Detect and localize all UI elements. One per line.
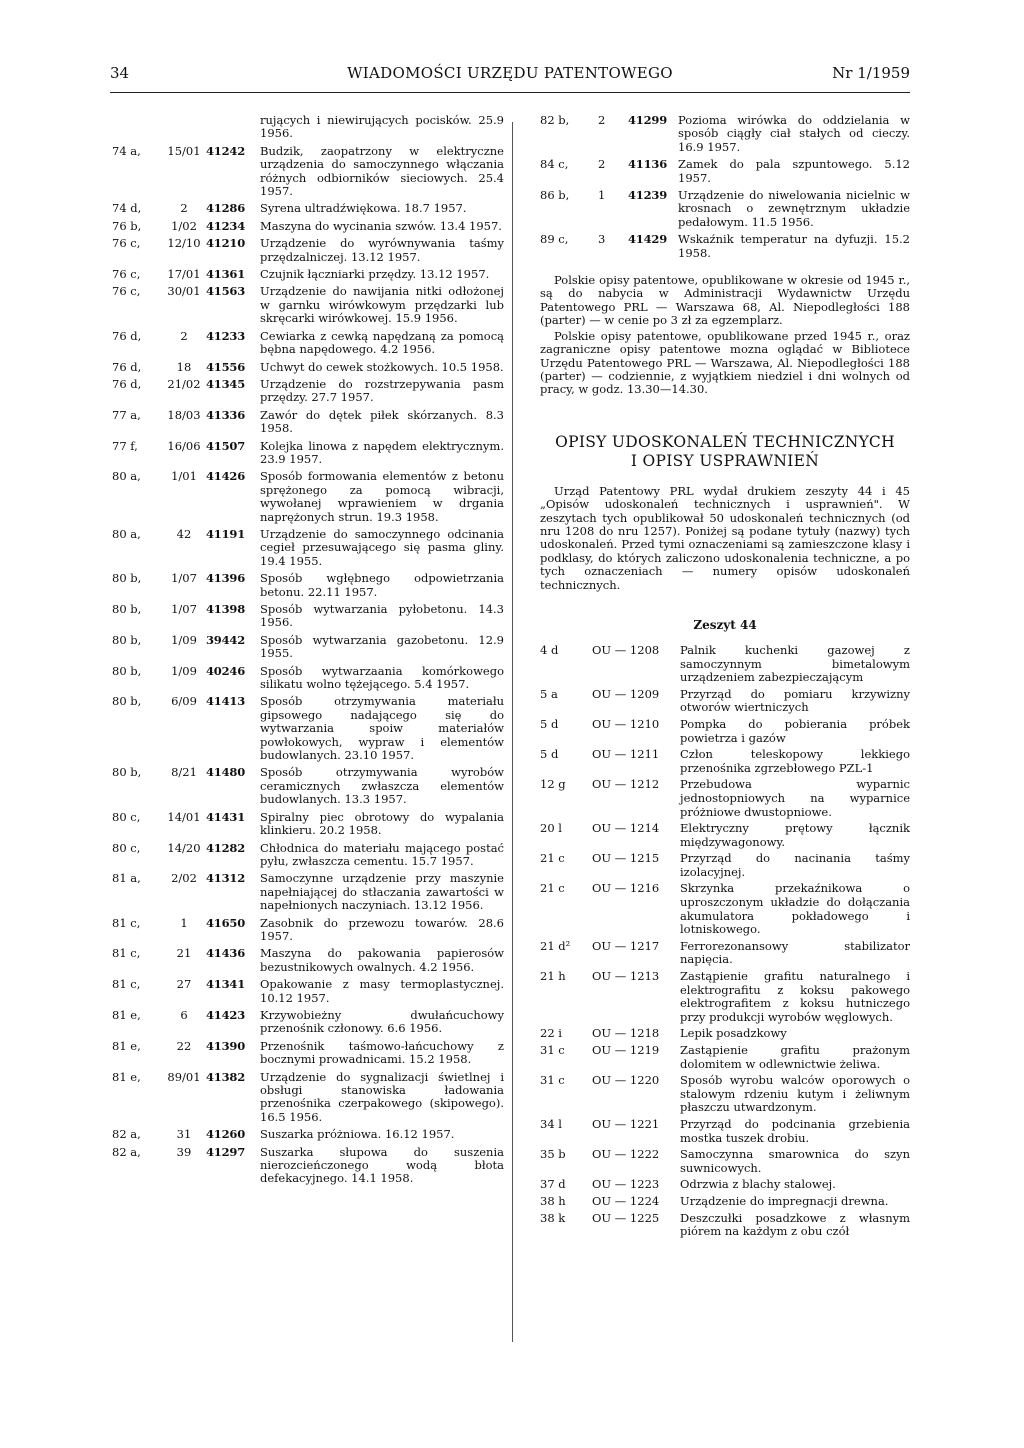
patent-number: 41345 [206, 376, 246, 391]
patent-class: 81 e, [112, 1007, 141, 1022]
ou-entry [540, 822, 910, 849]
patent-entry [112, 1009, 504, 1036]
patent-class: 81 a, [112, 871, 141, 886]
patent-class: 76 c, [112, 236, 141, 251]
patent-group: 2 [180, 201, 188, 216]
patent-entry [112, 634, 504, 661]
patent-title: Zawór do dętek piłek skórzanych. 8.3 1958. [260, 407, 504, 436]
patent-number: 41282 [206, 840, 246, 855]
patent-title: Sposób otrzymywania wyrobów ceramicznych zwłaszcza elementów budowlanych. 13.3 1957. [260, 765, 504, 807]
patent-group: 22 [176, 1038, 192, 1053]
patent-title: Pozioma wirówka do oddzielania w sposób ciągły ciał stałych od cieczy. 16.9 1957. [678, 113, 910, 154]
patent-entry [112, 947, 504, 974]
ou-entry [540, 1074, 910, 1115]
patent-group: 1 [180, 915, 188, 930]
patent-group: 21 [176, 946, 192, 961]
patent-entry [112, 285, 504, 325]
patent-class: 82 a, [112, 1144, 141, 1159]
patent-entry [112, 1146, 504, 1186]
ou-class: 4 d [540, 642, 559, 657]
patent-title: Sposób wytwarzaania komórkowego silikatu wolno tężejącego. 5.4 1957. [260, 663, 504, 692]
patent-number: 41413 [206, 694, 246, 709]
info-block [540, 274, 910, 397]
ou-class: 5 d [540, 716, 559, 731]
ou-class: 38 h [540, 1193, 566, 1208]
ou-entry [540, 644, 910, 685]
ou-number: OU — 1219 [592, 1043, 660, 1057]
ou-class: 5 a [540, 686, 558, 701]
ou-class: 31 c [540, 1043, 565, 1057]
ou-title: Urządzenie do impregnacji drewna. [680, 1193, 889, 1208]
patent-number: 41233 [206, 328, 246, 343]
patent-class: 74 a, [112, 143, 141, 158]
patent-title: Krzywobieżny dwułańcuchowy przenośnik członowy. 6.6 1956. [260, 1007, 504, 1036]
patent-group: 6 [180, 1007, 188, 1022]
patent-group: 14/20 [167, 840, 201, 855]
patent-class: 81 c, [112, 946, 141, 961]
patent-title: Zasobnik do przewozu towarów. 28.6 1957. [260, 915, 504, 943]
ou-title: Lepik posadzkowy [680, 1026, 787, 1041]
ou-class: 34 l [540, 1116, 562, 1131]
patent-entry [112, 114, 504, 141]
patent-entry [112, 440, 504, 467]
ou-class: 21 c [540, 851, 565, 866]
ou-title: Pompka do pobierania próbek powietrza i gazów [680, 716, 910, 745]
patent-group: 18 [176, 359, 192, 374]
patent-entry [112, 528, 504, 568]
patent-class: 81 e, [112, 1038, 141, 1053]
patent-group: 6/09 [171, 694, 197, 709]
ou-number: OU — 1208 [592, 642, 660, 657]
patent-entry [540, 158, 910, 185]
patent-class: 80 b, [112, 602, 142, 616]
patent-class: 89 c, [540, 232, 569, 247]
patent-title: Urządzenie do samoczynnego odcinania cegieł przesuwającego się pasma gliny. 19.4 1955. [260, 526, 504, 568]
patent-class: 82 a, [112, 1127, 141, 1142]
ou-class: 21 c [540, 881, 565, 896]
ou-class: 37 d [540, 1177, 566, 1192]
ou-number: OU — 1209 [592, 686, 660, 701]
ou-entry [540, 688, 910, 715]
patent-title: Samoczynne urządzenie przy maszynie napełniającej do stłaczania zawartości w napełnionych naczyniach. 13.12 1956. [260, 871, 504, 913]
patent-title: Chłodnica do materiału mającego postać pyłu, zwłaszcza cementu. 15.7 1957. [260, 840, 504, 868]
ou-entry [540, 970, 910, 1024]
patent-class: 76 d, [112, 328, 142, 343]
ou-entry [540, 1212, 910, 1239]
ou-title: Przyrząd do nacinania taśmy izolacyjnej. [680, 851, 910, 879]
ou-title: Deszczułki posadzkowe z własnym piórem na każdym z obu czół [680, 1210, 910, 1239]
ou-list [540, 644, 910, 1239]
patent-number: 41431 [206, 809, 246, 824]
ou-class: 21 h [540, 969, 566, 984]
issue-number: Nr 1/1959 [832, 64, 910, 82]
patent-group: 2/02 [171, 871, 197, 886]
ou-number: OU — 1220 [592, 1073, 660, 1088]
patent-title: Zamek do pala szpuntowego. 5.12 1957. [678, 157, 910, 185]
patent-class: 82 b, [540, 113, 570, 127]
patent-title: Sposób wgłębnego odpowietrzania betonu. 22.11 1957. [260, 571, 504, 599]
ou-entry [540, 882, 910, 936]
patent-title: Sposób wytwarzania gazobetonu. 12.9 1955. [260, 632, 504, 661]
ou-title: Odrzwia z blachy stalowej. [680, 1177, 836, 1192]
patent-entry [112, 237, 504, 264]
patent-number: 41136 [628, 157, 668, 172]
patent-class: 80 b, [112, 765, 142, 780]
patent-group: 2 [598, 113, 606, 127]
patent-number: 41429 [628, 232, 668, 247]
patent-title: Cewiarka z cewką napędzaną za pomocą bębna napędowego. 4.2 1956. [260, 328, 504, 357]
patent-title: Kolejka linowa z napędem elektrycznym. 23.9 1957. [260, 438, 504, 466]
patent-group: 21/02 [167, 376, 201, 391]
patent-title: Spiralny piec obrotowy do wypalania klinkieru. 20.2 1958. [260, 809, 504, 838]
ou-number: OU — 1218 [592, 1026, 660, 1041]
patent-number: 41507 [206, 438, 246, 453]
patent-title: Opakowanie z masy termoplastycznej. 10.12 1957. [260, 977, 504, 1005]
patent-group [162, 114, 206, 141]
patent-group: 27 [176, 977, 192, 992]
patent-group: 2 [180, 328, 188, 343]
ou-title: Zastąpienie grafitu prażonym dolomitem w odlewnictwie żeliwa. [680, 1043, 910, 1071]
patent-entry [112, 470, 504, 524]
ou-number: OU — 1215 [592, 851, 660, 866]
ou-entry [540, 748, 910, 775]
patent-class: 80 a, [112, 469, 141, 484]
ou-title: Człon teleskopowy lekkiego przenośnika zgrzebłowego PZL-1 [680, 747, 910, 775]
patent-number: 41239 [628, 188, 668, 203]
patent-number: 41210 [206, 236, 246, 251]
patent-title: Suszarka próżniowa. 16.12 1957. [260, 1127, 455, 1142]
patent-number: 41242 [206, 143, 246, 158]
patent-number [206, 114, 260, 141]
patent-title: Sposób formowania elementów z betonu sprężonego za pomocą wibracji, wywołanej wprawieniem w drgania naprężonych strun. 19.3 1958. [260, 469, 504, 524]
patent-entry [112, 202, 504, 215]
ou-number: OU — 1216 [592, 881, 660, 896]
patent-title: Uchwyt do cewek stożkowych. 10.5 1958. [260, 359, 504, 374]
ou-title: Sposób wyrobu walców oporowych o stalowym rdzeniu kutym i żeliwnym płaszczu utwardzonym. [680, 1073, 910, 1115]
ou-entry [540, 1118, 910, 1145]
patent-title: Czujnik łączniarki przędzy. 13.12 1957. [260, 267, 490, 282]
ou-class: 31 c [540, 1073, 565, 1088]
right-column [540, 114, 910, 1242]
patent-class: 77 a, [112, 407, 141, 422]
ou-title: Samoczynna smarownica do szyn suwnicowych. [680, 1147, 910, 1175]
ou-number: OU — 1213 [592, 969, 660, 984]
patent-entry [112, 220, 504, 233]
info-paragraph: Polskie opisy patentowe, opublikowane w okresie od 1945 r., są do nabycia w Administracji Wydawnictw Urzędu Patentowego PRL — Warszawa 68, Al. Niepodległości 188 (parter) — w cenie po 3 zł za egzemplarz. [540, 273, 910, 328]
patent-group: 1/09 [171, 632, 197, 647]
patent-entry [112, 978, 504, 1005]
patent-number: 39442 [206, 632, 246, 647]
ou-number: OU — 1223 [592, 1177, 660, 1192]
ou-title: Przyrząd do pomiaru krzywizny otworów wiertniczych [680, 686, 910, 715]
patent-number: 41650 [206, 915, 246, 930]
ou-class: 35 b [540, 1147, 566, 1162]
header-rule [110, 92, 910, 93]
patent-group: 89/01 [167, 1069, 201, 1084]
patent-number: 41297 [206, 1144, 246, 1159]
patent-title: Urządzenie do wyrównywania taśmy przędzalniczej. 13.12 1957. [260, 236, 504, 264]
patent-entry [112, 842, 504, 869]
patent-group: 30/01 [167, 284, 201, 299]
patent-class: 76 c, [112, 284, 141, 299]
ou-class: 12 g [540, 777, 566, 792]
ou-entry [540, 1178, 910, 1192]
patent-class [112, 114, 162, 141]
patent-class: 80 c, [112, 840, 141, 855]
patent-title: Sposób wytwarzania pyłobetonu. 14.3 1956. [260, 602, 504, 630]
patent-entry [112, 766, 504, 806]
ou-entry [540, 1027, 910, 1041]
patent-number: 41556 [206, 359, 246, 374]
ou-title: Zastąpienie grafitu naturalnego i elektrografitu z koksu pakowego elektrografitem z koksu hutniczego przy produkcji wyrobów węglowych. [680, 969, 910, 1024]
ou-class: 22 i [540, 1026, 562, 1041]
ou-title: Ferrorezonansowy stabilizator napięcia. [680, 938, 910, 967]
patent-number: 41398 [206, 602, 246, 616]
patent-title: Suszarka słupowa do suszenia nierozcieńczonego wodą błota defekacyjnego. 14.1 1958. [260, 1144, 504, 1186]
patent-number: 41423 [206, 1007, 246, 1022]
patent-number: 41312 [206, 871, 246, 886]
patent-title: Urządzenie do niwelowania nicielnic w krosnach o zewnętrznym układzie pedałowym. 11.5 1956. [678, 188, 910, 229]
patent-entry [112, 409, 504, 436]
info-paragraph: Polskie opisy patentowe, opublikowane przed 1945 r., oraz zagraniczne opisy patentowe mozna oglądać w Bibliotece Urzędu Patentowego PRL — Warszawa, Al. Niepodległości 188 (parter) — codziennie, z wyjątkiem niedziel i dni wolnych od pracy, w godz. 13.30—14.30. [540, 328, 910, 397]
patent-class: 80 b, [112, 663, 142, 678]
patent-entry [112, 1071, 504, 1125]
patent-group: 1/09 [171, 663, 197, 678]
ou-class: 21 d² [540, 938, 571, 953]
ou-number: OU — 1222 [592, 1147, 660, 1162]
patent-class: 81 c, [112, 977, 141, 992]
patent-number: 40246 [206, 663, 246, 678]
patent-number: 41426 [206, 469, 246, 484]
patent-class: 81 c, [112, 915, 141, 930]
patent-number: 41382 [206, 1069, 246, 1084]
patent-entry [112, 1128, 504, 1141]
patent-entry [112, 572, 504, 599]
patent-entry [112, 1040, 504, 1067]
patent-class: 80 b, [112, 571, 142, 586]
patent-entry [112, 603, 504, 630]
patent-entry [112, 330, 504, 357]
patent-number: 41299 [628, 113, 668, 127]
patent-class: 76 d, [112, 359, 142, 374]
ou-number: OU — 1214 [592, 821, 660, 836]
zeszyt-heading: Zeszyt 44 [693, 617, 757, 632]
patent-group: 8/21 [171, 765, 197, 780]
patent-group: 15/01 [167, 143, 201, 158]
ou-number: OU — 1210 [592, 716, 660, 731]
ou-entry [540, 1044, 910, 1071]
patent-number: 41361 [206, 267, 246, 282]
ou-entry [540, 940, 910, 967]
patent-title: Sposób otrzymywania materiału gipsowego nadającego się do wytwarzania spoiw materiałów powłokowych, wypraw i elementów budowlanych. 23.10 1957. [260, 694, 504, 763]
ou-number: OU — 1212 [592, 777, 660, 792]
patent-class: 80 c, [112, 809, 141, 824]
patent-group: 18/03 [167, 407, 201, 422]
patent-title: rujących i niewirujących pocisków. 25.9 1956. [260, 113, 504, 141]
ou-entry [540, 1195, 910, 1209]
patent-group: 1/07 [171, 602, 197, 616]
patent-class: 77 f, [112, 438, 138, 453]
patent-title: Maszyna do pakowania papierosów bezustnikowych owalnych. 4.2 1956. [260, 946, 504, 974]
ou-entry [540, 718, 910, 745]
patent-entry [112, 917, 504, 944]
section-title [540, 433, 910, 471]
patent-entry [112, 695, 504, 762]
patent-number: 41234 [206, 218, 246, 233]
patent-number: 41191 [206, 526, 246, 541]
patent-group: 1/02 [171, 218, 197, 233]
ou-entry [540, 852, 910, 879]
patent-class: 80 b, [112, 632, 142, 647]
patent-class: 80 b, [112, 694, 142, 709]
patent-entry [112, 361, 504, 374]
patent-entry [112, 145, 504, 199]
patent-class: 84 c, [540, 157, 569, 172]
patent-title: Maszyna do wycinania szwów. 13.4 1957. [260, 218, 502, 233]
patent-title: Urządzenie do nawijania nitki odłożonej w garnku wirówkowym przędzarki lub skręcarki wirówkowej. 15.9 1956. [260, 284, 504, 326]
patent-number: 41390 [206, 1038, 246, 1053]
patent-entry [112, 268, 504, 281]
patent-group: 42 [176, 526, 192, 541]
patent-group: 1/07 [171, 571, 197, 586]
section-title-line: OPISY UDOSKONALEŃ TECHNICZNYCH [555, 432, 895, 451]
page-header [110, 64, 910, 88]
patent-number: 41480 [206, 765, 246, 780]
patent-class: 80 a, [112, 526, 141, 541]
patent-group: 14/01 [167, 809, 201, 824]
patent-title: Budzik, zaopatrzony w elektryczne urządzenia do samoczynnego włączania różnych odbiorników sieciowych. 25.4 1957. [260, 143, 504, 199]
patent-group: 2 [598, 157, 606, 172]
patent-group: 39 [176, 1144, 192, 1159]
ou-number: OU — 1211 [592, 747, 660, 762]
patent-class: 81 e, [112, 1069, 141, 1084]
ou-entry [540, 778, 910, 819]
ou-title: Przyrząd do podcinania grzebienia mostka tuszek drobiu. [680, 1116, 910, 1145]
ou-class: 20 l [540, 821, 562, 836]
ou-entry [540, 1148, 910, 1175]
patent-number: 41336 [206, 407, 246, 422]
patent-title: Urządzenie do rozstrzepywania pasm przędzy. 27.7 1957. [260, 376, 504, 405]
patent-group: 12/10 [167, 236, 201, 251]
ou-title: Palnik kuchenki gazowej z samoczynnym bimetalowym urządzeniem zabezpieczającym [680, 642, 910, 685]
patent-class: 76 d, [112, 376, 142, 391]
patent-number: 41396 [206, 571, 246, 586]
section-intro: Urząd Patentowy PRL wydał drukiem zeszyty 44 i 45 „Opisów udoskonaleń technicznych i usprawnień". W zeszytach tych opublikował 50 udoskonaleń technicznych (od nru 1208 do nru 1257). Poniżej są podane tytuły (nazwy) tych udoskonaleń. Przed tymi oznaczeniami są zamieszczone klasy i podklasy, do których zaliczono udoskonalenia techniczne, a po tych oznaczeniach — numery opisów udoskonaleń technicznych. [540, 483, 910, 592]
ou-number: OU — 1221 [592, 1116, 660, 1131]
ou-number: OU — 1225 [592, 1210, 660, 1225]
patent-class: 74 d, [112, 201, 142, 216]
patent-number: 41341 [206, 977, 246, 992]
patent-entry [540, 114, 910, 154]
journal-title: WIADOMOŚCI URZĘDU PATENTOWEGO [347, 64, 673, 82]
patent-entry [112, 811, 504, 838]
patent-class: 76 c, [112, 267, 141, 282]
patent-number: 41436 [206, 946, 246, 961]
patent-group: 3 [598, 232, 606, 247]
patent-group: 1 [598, 188, 606, 203]
ou-title: Przebudowa wyparnic jednostopniowych na wyparnice próżniowe dwustopniowe. [680, 777, 910, 819]
page-number: 34 [110, 64, 130, 82]
patent-class: 86 b, [540, 188, 570, 203]
patent-entry [112, 872, 504, 912]
patent-number: 41286 [206, 201, 246, 216]
patent-number: 41260 [206, 1127, 246, 1142]
ou-title: Skrzynka przekaźnikowa o uproszczonym układzie do dołączania akumulatora pokładowego i lotniskowego. [680, 881, 910, 937]
patent-list-continued [540, 114, 910, 260]
patent-number: 41563 [206, 284, 246, 299]
column-divider [512, 122, 513, 1342]
ou-number: OU — 1217 [592, 938, 660, 953]
ou-title: Elektryczny prętowy łącznik międzywagonowy. [680, 821, 910, 849]
patent-title: Urządzenie do sygnalizacji świetlnej i obsługi stanowiska ładowania przenośnika czerpakowego (skipowego). 16.5 1956. [260, 1069, 504, 1124]
left-column [112, 114, 504, 1190]
ou-number: OU — 1224 [592, 1193, 660, 1208]
patent-entry [112, 378, 504, 405]
ou-class: 5 d [540, 747, 559, 762]
patent-title: Syrena ultradźwiękowa. 18.7 1957. [260, 201, 467, 216]
patent-title: Wskaźnik temperatur na dyfuzji. 15.2 1958. [678, 232, 910, 260]
patent-title: Przenośnik taśmowo-łańcuchowy z bocznymi prowadnicami. 15.2 1958. [260, 1038, 504, 1067]
patent-group: 31 [176, 1127, 192, 1142]
patent-entry [540, 233, 910, 260]
patent-entry [540, 189, 910, 229]
patent-group: 17/01 [167, 267, 201, 282]
patent-entry [112, 665, 504, 692]
patent-group: 16/06 [167, 438, 201, 453]
section-title-line: I OPISY USPRAWNIEŃ [630, 451, 820, 470]
ou-class: 38 k [540, 1210, 566, 1225]
patent-class: 76 b, [112, 218, 142, 233]
patent-group: 1/01 [171, 469, 197, 484]
